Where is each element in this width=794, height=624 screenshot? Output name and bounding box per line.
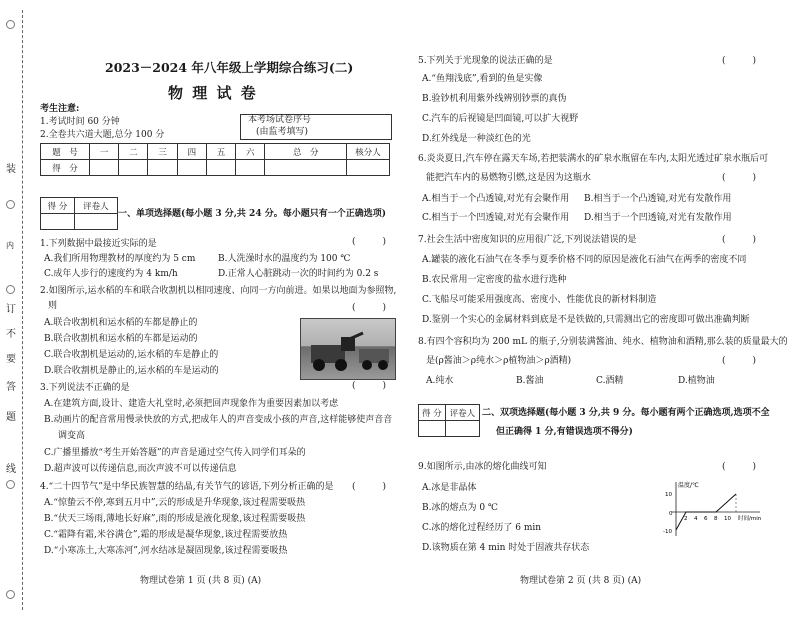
question-stem: 7.社会生活中密度知识的应用很广泛,下列说法错误的是 (418, 235, 637, 245)
answer-paren: ( ) (722, 56, 757, 66)
option: A.“惊蛰云不停,寒到五月中”,云的形成是升华现象,该过程需要吸热 (44, 498, 306, 508)
answer-paren: ( ) (722, 356, 757, 366)
harvester-photo (300, 318, 396, 380)
graph-y-label: 温度/℃ (678, 482, 699, 489)
answer-paren: ( ) (722, 235, 757, 245)
binding-char: 题 (6, 412, 16, 423)
score-cell: 四 (177, 144, 206, 160)
binding-char: 不 (6, 329, 16, 340)
grader-cell: 评卷人 (74, 198, 117, 214)
punch-hole (6, 20, 15, 29)
graph-x-label: 时间/min (738, 516, 762, 522)
binding-char: 线 (6, 464, 16, 475)
x-tick-label: 10 (724, 516, 731, 522)
x-tick-label: 4 (694, 516, 698, 522)
x-tick-label: 8 (714, 516, 718, 522)
score-cell: 总 分 (265, 144, 347, 160)
option: A.我们所用物理教材的厚度约为 5 cm (44, 254, 196, 264)
score-cell: 得 分 (41, 160, 90, 176)
score-cell: 一 (90, 144, 119, 160)
grader-input[interactable] (445, 421, 479, 437)
score-input[interactable] (236, 160, 265, 176)
option: D.超声波可以传递信息,而次声波不可以传递信息 (44, 464, 237, 474)
option: B.农民常用一定密度的盐水进行选种 (422, 275, 567, 285)
binding-char: 订 (6, 304, 16, 315)
exam-subtitle: 物 理 试 卷 (168, 84, 258, 102)
option: A.冰是非晶体 (422, 483, 477, 493)
option: 调变高 (58, 431, 86, 441)
question-stem: 9.如图所示,由冰的熔化曲线可知 (418, 462, 547, 472)
question-stem: 5.下列关于光现象的说法正确的是 (418, 56, 553, 66)
binding-char: 装 (6, 164, 16, 175)
option: A.在建筑方面,设计、建造大礼堂时,必须把回声现象作为重要因素加以考虑 (44, 399, 339, 409)
option: A.相当于一个凸透镜,对光有会聚作用 (422, 194, 570, 204)
option: D.联合收割机是静止的,运水稻的车是运动的 (44, 366, 219, 376)
option: D.“小寒冻土,大寒冻河”,河水结冰是凝固现象,该过程需要吸热 (44, 546, 288, 556)
answer-paren: ( ) (352, 237, 387, 247)
option: B.人洗澡时水的温度约为 100 ℃ (218, 254, 351, 264)
grader-cell: 评卷人 (445, 405, 479, 421)
grader-input[interactable] (419, 421, 446, 437)
option: B.相当于一个凸透镜,对光有发散作用 (584, 194, 732, 204)
section-heading: 二、双项选择题(每小题 3 分,共 9 分。每小题有两个正确选项,选项不全 (482, 408, 770, 418)
answer-paren: ( ) (352, 482, 387, 492)
option: A.“鱼翔浅底”,看到的鱼是实像 (422, 74, 543, 84)
option: C.汽车的后视镜是凹面镜,可以扩大视野 (422, 114, 579, 124)
score-input[interactable] (206, 160, 235, 176)
question-stem: 1.下列数据中最接近实际的是 (40, 239, 157, 249)
answer-paren: ( ) (722, 173, 757, 183)
score-cell: 题 号 (41, 144, 90, 160)
grader-input[interactable] (41, 214, 75, 230)
score-table-row (41, 160, 390, 176)
notice-title: 考生注意: (40, 104, 80, 114)
page-footer: 物理试卷第 1 页 (共 8 页) (A) (140, 576, 262, 586)
option: C.联合收割机是运动的,运水稻的车是静止的 (44, 350, 219, 360)
y-tick-label: 0 (669, 511, 673, 517)
option: C.广播里播放“考生开始答题”的声音是通过空气传入同学们耳朵的 (44, 448, 306, 458)
notice-item: 1.考试时间 60 分钟 (40, 117, 120, 127)
score-cell: 五 (206, 144, 235, 160)
option: B.“伏天三场雨,薄地长好麻”,雨的形成是液化现象,该过程需要吸热 (44, 514, 306, 524)
answer-paren: ( ) (352, 303, 387, 313)
option: B.联合收割机和运水稻的车都是运动的 (44, 334, 198, 344)
option: C.成年人步行的速度约为 4 km/h (44, 269, 178, 279)
grader-cell: 得 分 (41, 198, 75, 214)
option: A.罐装的液化石油气在冬季与夏季价格不同的原因是液化石油气在两季的密度不同 (422, 255, 747, 265)
punch-hole (6, 285, 15, 294)
punch-hole (6, 480, 15, 489)
option: B.动画片的配音常用慢录快放的方式,把成年人的声音变成小孩的声音,这样能够使声音音 (44, 415, 393, 425)
harvester-illustration (301, 319, 395, 379)
binding-char: 要 (6, 354, 16, 365)
y-tick-label: 10 (665, 492, 672, 498)
option: C.酒精 (596, 376, 624, 386)
binding-char: 答 (6, 382, 16, 393)
question-stem: 3.下列说法不正确的是 (40, 383, 130, 393)
section-heading: 一、单项选择题(每小题 3 分,共 24 分。每小题只有一个正确选项) (118, 209, 386, 219)
seat-number-note: (由监考填写) (256, 127, 309, 137)
option: C.“霜降有霜,米谷满仓”,霜的形成是凝华现象,该过程需要放热 (44, 530, 288, 540)
punch-hole (6, 200, 15, 209)
page-footer: 物理试卷第 2 页 (共 8 页) (A) (520, 576, 642, 586)
binding-char: 内 (6, 241, 14, 250)
option: D.正常人心脏跳动一次的时间约为 0.2 s (218, 269, 379, 279)
score-cell: 三 (148, 144, 177, 160)
section-heading: 但正确得 1 分,有错误选项不得分) (496, 427, 633, 437)
grader-table (418, 404, 480, 437)
score-input[interactable] (347, 160, 390, 176)
score-input[interactable] (265, 160, 347, 176)
score-input[interactable] (148, 160, 177, 176)
grader-cell: 得 分 (419, 405, 446, 421)
score-cell: 核分人 (347, 144, 390, 160)
x-tick-label: 6 (704, 516, 708, 522)
x-tick-label: 2 (684, 516, 688, 522)
y-tick-label: -10 (663, 529, 672, 535)
score-cell: 六 (236, 144, 265, 160)
question-stem: 2.如图所示,运水稻的车和联合收割机以相同速度、向同一方向前进。如果以地面为参照物, (40, 286, 397, 296)
score-input[interactable] (119, 160, 148, 176)
option: B.酱油 (516, 376, 544, 386)
punch-hole (6, 590, 15, 599)
option: A.联合收割机和运水稻的车都是静止的 (44, 318, 198, 328)
question-stem: 8.有四个容积均为 200 mL 的瓶子,分别装满酱油、纯水、植物油和酒精,那么装的质量最大的 (418, 337, 788, 347)
score-table (40, 143, 390, 176)
option: C.冰的熔化过程经历了 6 min (422, 523, 542, 533)
option: C.相当于一个凹透镜,对光有会聚作用 (422, 213, 570, 223)
option: D.植物油 (678, 376, 715, 386)
option: D.相当于一个凹透镜,对光有发散作用 (584, 213, 732, 223)
option: B.冰的熔点为 0 ℃ (422, 503, 498, 513)
score-table-header (41, 144, 390, 160)
score-input[interactable] (177, 160, 206, 176)
question-stem: 6.炎炎夏日,汽车停在露天车场,若把装满水的矿泉水瓶留在车内,太阳光透过矿泉水瓶后可 (418, 154, 769, 164)
score-input[interactable] (90, 160, 119, 176)
seat-number-label: 本考场试卷序号 (248, 115, 312, 125)
option: B.验钞机利用紫外线辨别钞票的真伪 (422, 94, 567, 104)
answer-paren: ( ) (352, 381, 387, 391)
question-stem: 能把汽车内的易燃物引燃,这是因为这瓶水 (426, 173, 591, 183)
option: D.鉴别一个实心的金属材料到底是不是铁做的,只需测出它的密度即可做出准确判断 (422, 315, 750, 325)
grader-table (40, 197, 118, 230)
option: A.纯水 (426, 376, 454, 386)
option: C.飞船尽可能采用强度高、密度小、性能优良的新材料制造 (422, 295, 657, 305)
exam-title: 2023－2024 年八年级上学期综合练习(二) (105, 60, 354, 75)
notice-item: 2.全卷共六道大题,总分 100 分 (40, 130, 165, 140)
binding-line (22, 10, 23, 610)
option: D.该物质在第 4 min 时处于固液共存状态 (422, 543, 590, 553)
question-stem: 4.“二十四节气”是中华民族智慧的结晶,有关节气的谚语,下列分析正确的是 (40, 482, 334, 492)
grader-input[interactable] (74, 214, 117, 230)
answer-paren: ( ) (722, 462, 757, 472)
score-cell: 二 (119, 144, 148, 160)
melting-curve-graph (650, 478, 765, 540)
question-stem: 是(ρ酱油＞ρ纯水＞ρ植物油＞ρ酒精) (426, 356, 572, 366)
question-stem: 则 (48, 301, 58, 311)
option: D.红外线是一种淡红色的光 (422, 134, 531, 144)
